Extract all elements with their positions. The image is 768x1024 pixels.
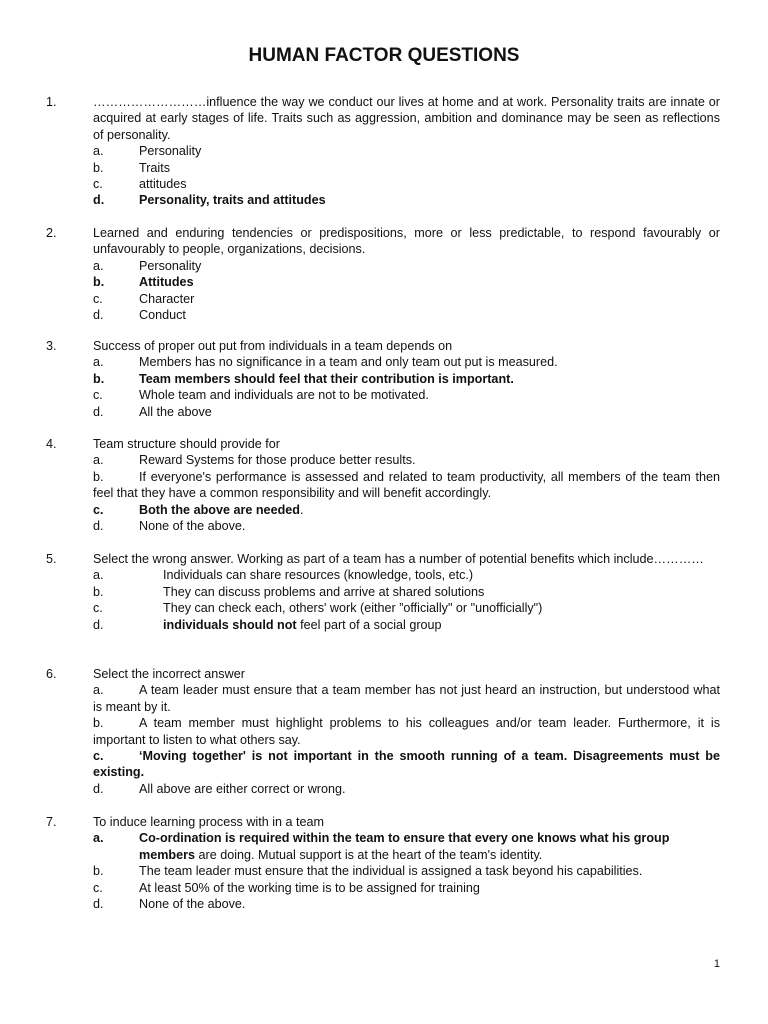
- option-text-rest: are doing. Mutual support is at the heart of the team's identity.: [195, 847, 543, 862]
- question-2: [0, 225, 768, 323]
- question-6: [0, 666, 768, 797]
- question-number: 7.: [46, 815, 57, 829]
- option-b: [93, 584, 720, 600]
- option-letter: c.: [93, 177, 103, 192]
- question-stem: Success of proper out put from individuals in a team depends on: [93, 339, 453, 353]
- option-letter: b.: [93, 371, 105, 386]
- option-b: [93, 160, 720, 176]
- option-text: Character: [139, 291, 195, 306]
- option-a-correct: [93, 830, 720, 863]
- option-suffix: feel part of a social group: [296, 617, 442, 632]
- option-letter: c.: [93, 291, 103, 306]
- option-a: [93, 258, 720, 274]
- option-text: A team leader must ensure that a team member has not just heard an instruction, but understood what is meant by it.: [93, 683, 720, 714]
- option-text: All above are either correct or wrong.: [139, 781, 346, 796]
- option-text: Individuals can share resources (knowledge, tools, etc.): [163, 568, 474, 583]
- option-text: Co-ordination is required within the team to ensure that every one knows what his group: [139, 831, 670, 846]
- option-c: [93, 880, 720, 896]
- option-a: [93, 143, 720, 159]
- option-letter: a.: [93, 453, 104, 468]
- question-5: [0, 551, 768, 633]
- question-number: 4.: [46, 437, 57, 451]
- option-b-correct: [93, 274, 720, 290]
- option-c: [93, 600, 720, 616]
- option-d: [93, 896, 720, 912]
- option-suffix: .: [299, 502, 304, 517]
- question-4: [0, 436, 768, 534]
- option-letter: a.: [93, 258, 104, 273]
- question-stem: Learned and enduring tendencies or predispositions, more or less predictable, to respond favourably or unfavourably to people, organizations, decisions.: [93, 226, 720, 257]
- option-text: None of the above.: [139, 897, 246, 912]
- option-letter: d.: [93, 781, 104, 796]
- question-number: 5.: [46, 552, 57, 566]
- option-c-correct: [93, 748, 720, 781]
- option-letter: d.: [93, 519, 104, 534]
- option-text: All the above: [139, 404, 212, 419]
- option-b: [93, 715, 720, 748]
- option-c-correct: [93, 502, 720, 518]
- option-text: ‘Moving together' is not important in the smooth running of a team. Disagreements must be existing.: [93, 749, 720, 780]
- option-letter: d.: [93, 617, 104, 632]
- option-a: [93, 682, 720, 715]
- option-c: [93, 291, 720, 307]
- option-text: Whole team and individuals are not to be motivated.: [139, 388, 429, 403]
- option-text: Both the above are needed: [139, 502, 300, 517]
- option-text: The team leader must ensure that the individual is assigned a task beyond his capabilities.: [139, 864, 643, 879]
- question-stem: Select the wrong answer. Working as part of a team has a number of potential benefits which include…………: [93, 552, 704, 566]
- option-text: Members has no significance in a team and only team out put is measured.: [139, 355, 558, 370]
- option-text: They can check each, others' work (either ”officially" or "unofficially"): [163, 601, 543, 616]
- option-a: [93, 354, 720, 370]
- option-letter: c.: [93, 502, 104, 517]
- option-letter: d.: [93, 193, 105, 208]
- option-text: A team member must highlight problems to his colleagues and/or team leader. Furthermore, it is important to listen to what others say.: [93, 716, 720, 747]
- option-a: [93, 567, 720, 583]
- option-a: [93, 452, 720, 468]
- question-stem: To induce learning process with in a team: [93, 815, 325, 829]
- option-letter: a.: [93, 568, 104, 583]
- question-number: 2.: [46, 226, 57, 240]
- question-stem: Team structure should provide for: [93, 437, 280, 451]
- question-stem: ………………………influence the way we conduct our lives at home and at work. Personality traits are innate or acquired at early stages of life. Traits such as aggression, ambition and dominance may be seen as reflections of personality.: [93, 95, 720, 142]
- option-text: Traits: [139, 160, 171, 175]
- option-b: [93, 469, 720, 502]
- page-title: HUMAN FACTOR QUESTIONS: [248, 45, 520, 66]
- option-d: [93, 781, 720, 797]
- option-letter: a.: [93, 355, 104, 370]
- option-letter: c.: [93, 388, 103, 403]
- option-letter: a.: [93, 831, 104, 846]
- option-text: individuals should not: [163, 617, 297, 632]
- option-b: [93, 863, 720, 879]
- option-d-correct: [93, 617, 720, 633]
- question-7: [0, 814, 768, 912]
- option-d: [93, 307, 720, 323]
- question-1: [0, 94, 768, 209]
- question-stem: Select the incorrect answer: [93, 667, 245, 681]
- page-number: 1: [713, 958, 720, 970]
- option-text: If everyone's performance is assessed and related to team productivity, all members of the team then feel that they have a common responsibility and will benefit accordingly.: [93, 469, 720, 501]
- option-text: Attitudes: [139, 275, 194, 290]
- option-letter: b.: [93, 584, 104, 599]
- option-letter: c.: [93, 880, 103, 895]
- option-letter: b.: [93, 275, 105, 290]
- option-text: None of the above.: [139, 519, 246, 534]
- question-number: 3.: [46, 339, 57, 353]
- option-letter: a.: [93, 144, 104, 159]
- option-text: Personality: [139, 144, 202, 159]
- option-text: Conduct: [139, 308, 186, 323]
- option-c: [93, 176, 720, 192]
- option-letter: b.: [93, 716, 104, 731]
- question-number: 6.: [46, 667, 57, 681]
- option-letter: d.: [93, 897, 104, 912]
- question-3: [0, 338, 768, 420]
- option-letter: c.: [93, 749, 104, 764]
- option-letter: a.: [93, 683, 104, 698]
- option-text: attitudes: [139, 177, 187, 192]
- option-c: [93, 387, 720, 403]
- option-b-correct: [93, 371, 720, 387]
- option-d: [93, 404, 720, 420]
- option-text: Team members should feel that their contribution is important.: [139, 371, 514, 386]
- option-d: [93, 518, 720, 534]
- option-letter: c.: [93, 601, 103, 616]
- option-d-correct: [93, 192, 720, 208]
- option-text-continued: members: [139, 847, 196, 862]
- option-text: Personality: [139, 258, 202, 273]
- option-letter: b.: [93, 469, 104, 484]
- option-text: They can discuss problems and arrive at shared solutions: [163, 584, 485, 599]
- question-number: 1.: [46, 95, 57, 109]
- option-letter: d.: [93, 308, 104, 323]
- option-letter: d.: [93, 404, 104, 419]
- option-text: At least 50% of the working time is to be assigned for training: [139, 880, 480, 895]
- option-text: Personality, traits and attitudes: [139, 193, 326, 208]
- option-letter: b.: [93, 864, 104, 879]
- option-letter: b.: [93, 160, 104, 175]
- option-text: Reward Systems for those produce better results.: [139, 453, 416, 468]
